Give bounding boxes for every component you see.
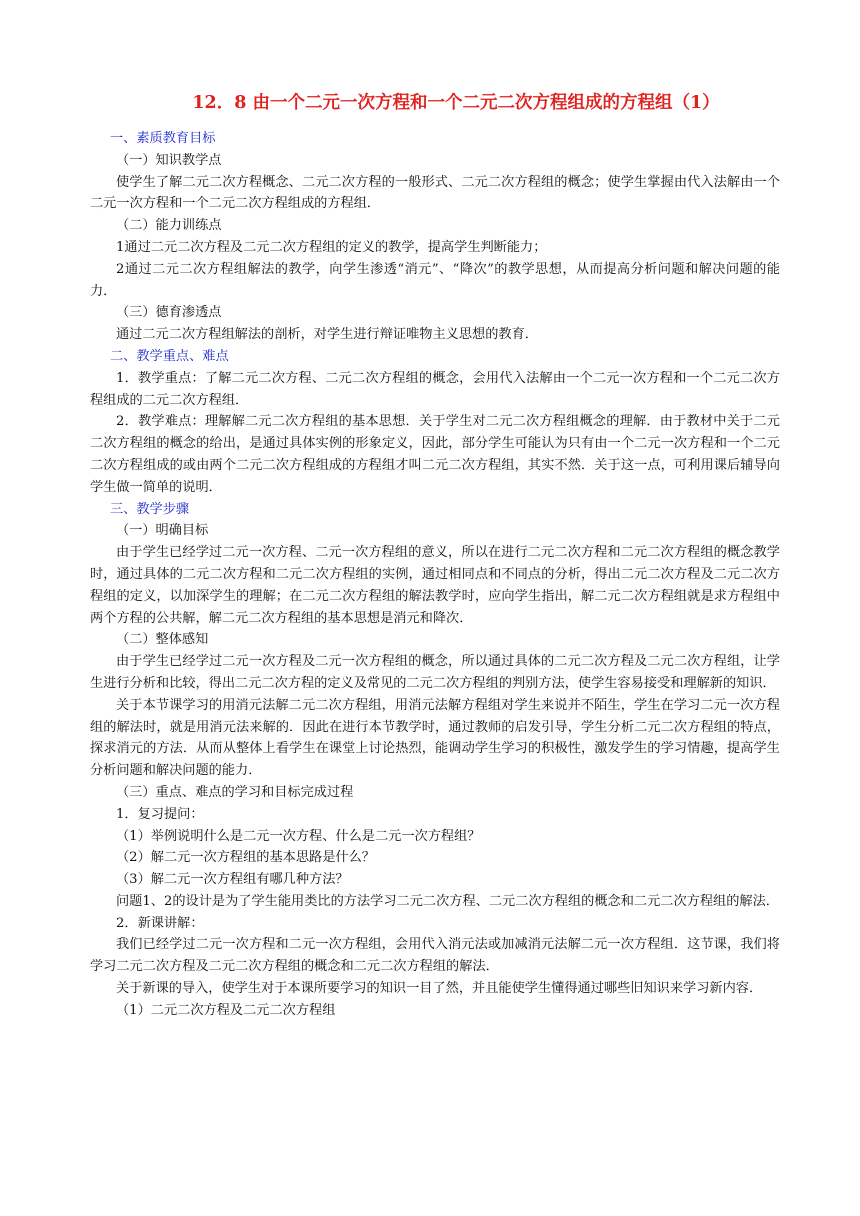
paragraph: 2通过二元二次方程组解法的教学，向学生渗透“消元”、“降次”的教学思想，从而提高分析问题和解决问题的能力． (90, 261, 780, 299)
paragraph: （3）解二元一次方程组有哪几种方法？ (116, 872, 349, 888)
subsection-heading: （二）能力训练点 (116, 218, 222, 234)
section-heading: 三、教学步骤 (110, 501, 190, 517)
paragraph: 1．教学重点：了解二元二次方程、二元二次方程组的概念，会用代入法解由一个二元一次方程和一个二元二次方程组成的二元二次方程组． (90, 370, 780, 408)
paragraph: 1通过二元二次方程及二元二次方程组的定义的教学，提高学生判断能力； (116, 239, 547, 255)
paragraph: 由于学生已经学过二元一次方程及二元一次方程组的概念，所以通过具体的二元二次方程及二元二次方程组，让学生进行分析和比较，得出二元二次方程的定义及常见的二元二次方程组的判别方法，使学生容易接受和理解新的知识． (90, 654, 780, 691)
subsection-heading: （一）知识教学点 (116, 152, 222, 168)
paragraph: 问题1、2的设计是为了学生能用类比的方法学习二元二次方程、二元二次方程组的概念和二元二次方程组的解法． (116, 893, 779, 909)
subsection-heading: （二）整体感知 (116, 632, 209, 648)
paragraph: （2）解二元一次方程组的基本思路是什么？ (116, 850, 375, 866)
paragraph: 由于学生已经学过二元一次方程、二元一次方程组的意义，所以在进行二元二次方程和二元二次方程组的概念教学时，通过具体的二元二次方程和二元二次方程组的实例，通过相同点和不同点的分析，得出二元二次方程及二元二次方程组的定义，以加深学生的理解；在二元二次方程组的解法教学时，应向学生指出，解二元二次方程组就是求方程组中两个方程的公共解，解二元二次方程组的基本思想是消元和降次． (90, 545, 780, 626)
section-heading: 二、教学重点、难点 (110, 348, 229, 364)
paragraph: 使学生了解二元二次方程概念、二元二次方程的一般形式、二元二次方程组的概念；使学生掌握由代入法解由一个二元一次方程和一个二元二次方程组成的方程组． (90, 174, 780, 212)
paragraph: （1）举例说明什么是二元一次方程、什么是二元一次方程组？ (116, 828, 481, 844)
paragraph: 关于本节课学习的用消元法解二元二次方程组，用消元法解方程组对学生来说并不陌生，学生在学习二元一次方程组的解法时，就是用消元法来解的．因此在进行本节教学时，通过教师的启发引导，学生分析二元二次方程组的特点，探求消元的方法．从而从整体上看学生在课堂上讨论热烈，能调动学生学习的积极性，激发学生的学习情趣，提高学生分析问题和解决问题的能力． (90, 697, 780, 779)
paragraph: 1．复习提问： (116, 806, 204, 822)
document-body (90, 128, 780, 1022)
subsection-heading: （三）重点、难点的学习和目标完成过程 (116, 784, 354, 800)
paragraph: 2．教学难点：理解解二元二次方程组的基本思想．关于学生对二元二次方程组概念的理解．由于教材中关于二元二次方程组的概念的给出，是通过具体实例的形象定义，因此，部分学生可能认为只有由一个二元一次方程和一个二元二次方程组成的或由两个二元二次方程组成的方程组才叫二元二次方程组，其实不然．关于这一点，可利用课后辅导向学生做一简单的说明． (90, 414, 780, 495)
subsection-heading: （1）二元二次方程及二元二次方程组 (116, 1002, 336, 1018)
subsection-heading: （一）明确目标 (116, 523, 209, 539)
document-title: 12．8 由一个二元一次方程和一个二元二次方程组成的方程组（1） (192, 93, 720, 113)
subsection-heading: （三）德育渗透点 (116, 305, 222, 321)
paragraph: 2．新课讲解： (116, 915, 204, 931)
paragraph: 我们已经学过二元一次方程和二元一次方程组，会用代入消元法或加减消元法解二元一次方程组．这节课，我们将学习二元二次方程及二元二次方程组的概念和二元二次方程组的解法． (90, 937, 780, 975)
paragraph: 关于新课的导入，使学生对于本课所要学习的知识一目了然，并且能使学生懂得通过哪些旧知识来学习新内容． (116, 981, 763, 997)
paragraph: 通过二元二次方程组解法的剖析，对学生进行辩证唯物主义思想的教育． (116, 327, 538, 343)
section-heading: 一、素质教育目标 (110, 131, 216, 146)
